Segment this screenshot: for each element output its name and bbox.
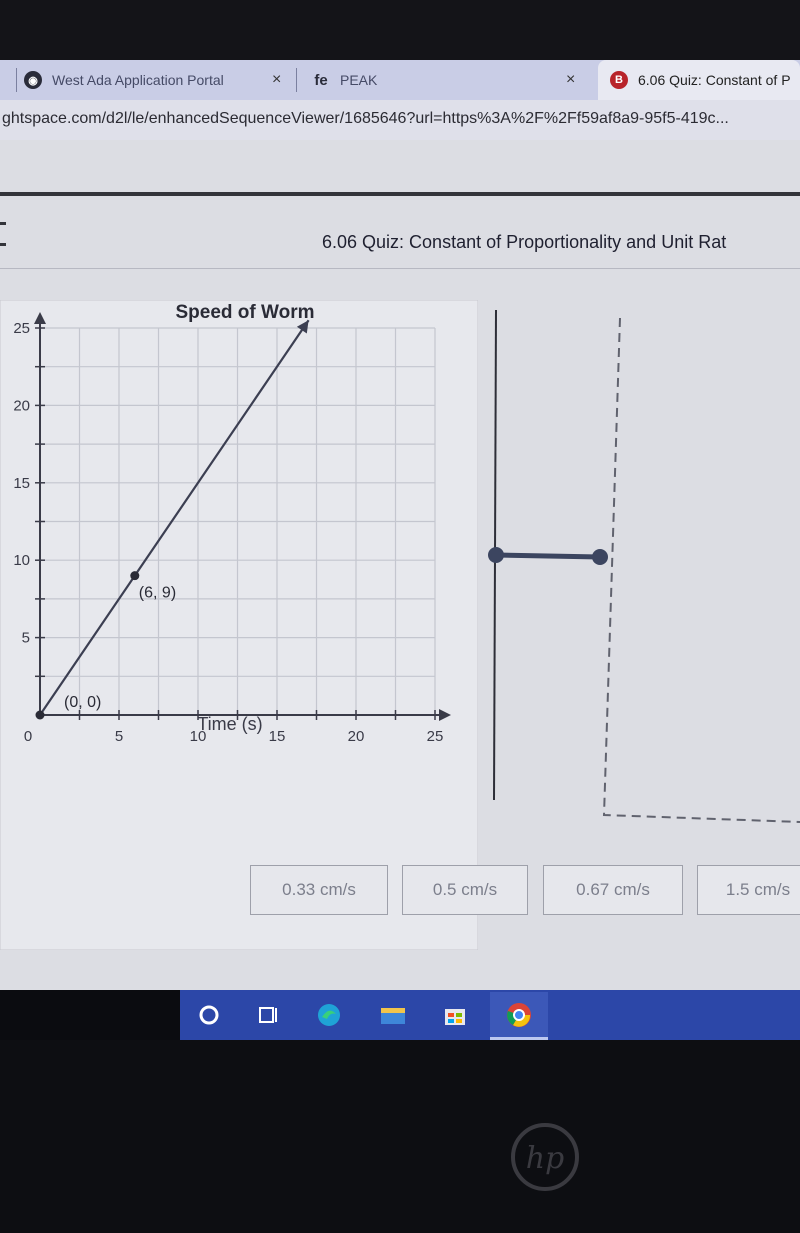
tab-peak[interactable]	[312, 60, 592, 100]
choice-button[interactable]: 0.5 cm/s	[402, 865, 528, 915]
tab-west-ada[interactable]	[24, 60, 292, 100]
west-ada-icon: ◉	[24, 71, 42, 89]
monitor-bezel-top	[0, 0, 800, 60]
store-icon[interactable]	[442, 1002, 468, 1028]
menu-icon[interactable]	[0, 222, 6, 246]
data-point	[130, 571, 139, 580]
header-rule	[0, 192, 800, 196]
graph-panel	[0, 300, 478, 950]
chart-title: Speed of Worm	[175, 302, 315, 323]
tab-label: PEAK	[340, 72, 378, 88]
x-axis-label: Time (s)	[197, 714, 263, 734]
tab-separator	[296, 68, 297, 92]
y-tick-label: 10	[13, 552, 30, 570]
answer-choices	[0, 865, 800, 935]
x-tick-label: 25	[426, 728, 444, 745]
hp-logo	[510, 1122, 580, 1192]
header-separator	[0, 268, 800, 269]
chart-background	[0, 300, 478, 950]
y-tick-label: 15	[13, 474, 30, 492]
choice-button[interactable]: 1.5 cm/s	[697, 865, 800, 915]
x-tick-label: 15	[268, 728, 286, 745]
y-tick-label: 25	[13, 320, 30, 337]
tab-separator	[16, 68, 17, 92]
x-tick-label: 10	[189, 728, 207, 745]
url-text[interactable]: ghtspace.com/d2l/le/enhancedSequenceViewer/1685646?url=https%3A%2F%2Ff59af8a9-95f5-419c...	[2, 110, 729, 127]
monitor-bezel-bottom	[0, 1040, 800, 1233]
y-tick-label: 20	[13, 397, 30, 415]
svg-text:hp: hp	[525, 1141, 565, 1176]
tab-label: West Ada Application Portal	[52, 72, 224, 88]
cortana-circle-icon[interactable]	[196, 1002, 222, 1028]
x-tick-label: 20	[347, 728, 365, 745]
data-point-label: (0, 0)	[64, 694, 102, 711]
brightspace-icon: B	[610, 71, 628, 89]
drop-zone-outline[interactable]	[604, 318, 800, 822]
slider-track[interactable]	[496, 555, 600, 557]
chrome-icon[interactable]	[506, 1002, 532, 1028]
windows-taskbar	[180, 990, 800, 1040]
matching-panel	[478, 300, 800, 830]
choice-button[interactable]: 0.33 cm/s	[250, 865, 388, 915]
slider-handle-left[interactable]	[488, 547, 504, 563]
file-explorer-icon[interactable]	[380, 1002, 406, 1028]
tab-quiz[interactable]	[598, 60, 800, 100]
address-bar[interactable]	[0, 100, 800, 140]
quiz-title: 6.06 Quiz: Constant of Proportionality and Unit Rat	[322, 232, 727, 252]
close-icon[interactable]: ×	[566, 71, 576, 88]
slider-handle-right[interactable]	[592, 549, 608, 565]
data-point-label: (6, 9)	[138, 584, 177, 602]
peak-icon: fe	[314, 71, 328, 89]
tab-label: 6.06 Quiz: Constant of P	[638, 72, 791, 88]
choice-button[interactable]: 0.67 cm/s	[543, 865, 683, 915]
browser-tab-bar	[0, 60, 800, 100]
x-tick-label: 5	[114, 728, 124, 745]
x-tick-label: 0	[23, 728, 33, 745]
y-tick-label: 5	[21, 629, 30, 647]
data-point	[36, 711, 45, 720]
edge-icon[interactable]	[316, 1002, 342, 1028]
speed-of-worm-chart	[0, 300, 478, 950]
task-view-icon[interactable]	[256, 1002, 282, 1028]
quiz-page	[0, 140, 800, 990]
close-icon[interactable]: ×	[272, 71, 282, 88]
tab-partial[interactable]	[0, 60, 16, 100]
